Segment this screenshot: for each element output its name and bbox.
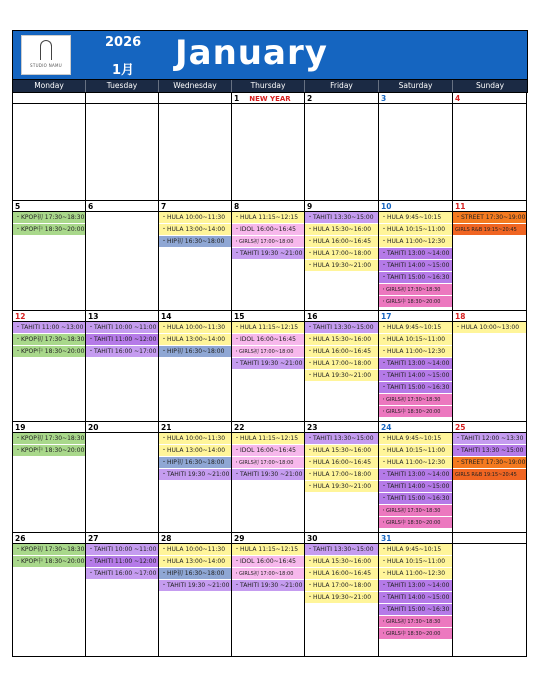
- month-title: January: [175, 33, 328, 73]
- day-number: 18: [455, 312, 466, 321]
- day-cell: [159, 533, 232, 657]
- day-cell: [86, 93, 159, 201]
- day-cell: [159, 311, 232, 422]
- day-number: 7: [161, 202, 167, 211]
- class-entry: GIRLS R&B 19:15~20:45: [453, 469, 526, 481]
- day-number-bar: [453, 201, 526, 212]
- class-entry: ・GIRLS初 17:00~18:00: [232, 568, 304, 580]
- day-number-bar: [86, 201, 158, 212]
- class-entry: ・HULA 9:45~10:15: [379, 322, 452, 334]
- day-cell: [232, 93, 305, 201]
- weekday-header: Sunday: [475, 81, 505, 90]
- class-entry: ・HULA 10:00~11:30: [159, 212, 231, 224]
- class-entry: ・TAHITI 15:00 ~16:30: [379, 604, 452, 616]
- class-entry: ・TAHITI 15:00 ~16:30: [379, 493, 452, 505]
- day-number-bar: [232, 93, 304, 104]
- class-entry: ・HULA 19:30~21:00: [305, 260, 378, 272]
- class-entry: ・KPOP中 18:30~20:00: [13, 445, 85, 457]
- day-cell: [86, 311, 159, 422]
- class-entry: ・GIRLS初 17:30~18:30: [379, 394, 452, 406]
- class-entry: ・HULA 16:00~16:45: [305, 457, 378, 469]
- class-entry: ・IDOL 16:00~16:45: [232, 445, 304, 457]
- class-entry: ・TAHITI 14:00 ~15:00: [379, 592, 452, 604]
- class-entry: ・TAHITI 11:00 ~12:00: [86, 334, 158, 346]
- logo-text: STUDIO NAMU: [30, 63, 62, 68]
- class-entry: ・HULA 10:00~11:30: [159, 322, 231, 334]
- class-entry: ・HULA 17:00~18:00: [305, 469, 378, 481]
- week-row: [12, 311, 528, 422]
- day-cell: [13, 422, 86, 533]
- class-entry: ・TAHITI 13:30~15:00: [305, 433, 378, 445]
- class-entry: ・KPOP中 18:30~20:00: [13, 224, 85, 236]
- class-entry: ・TAHITI 16:00 ~17:00: [86, 346, 158, 358]
- day-number-bar: [305, 311, 378, 322]
- class-entry: ・TAHITI 10:00 ~11:00: [86, 544, 158, 556]
- day-number: 20: [88, 423, 99, 432]
- calendar-grid: [12, 93, 528, 657]
- week-row: [12, 201, 528, 311]
- class-entry: ・HULA 17:00~18:00: [305, 248, 378, 260]
- day-number-bar: [379, 311, 452, 322]
- class-entry: ・HULA 13:00~14:00: [159, 556, 231, 568]
- day-number: 17: [381, 312, 392, 321]
- day-cell: [453, 93, 527, 201]
- class-entry: ・TAHITI 13:00 ~14:00: [379, 580, 452, 592]
- class-entry: ・HULA 10:00~11:30: [159, 544, 231, 556]
- class-entry: ・TAHITI 19:30 ~21:00: [232, 248, 304, 260]
- class-entry: ・TAHITI 13:30~15:00: [305, 212, 378, 224]
- day-cell: [159, 422, 232, 533]
- day-cell: [453, 201, 527, 311]
- class-entry: ・GIRLS初 17:30~18:30: [379, 284, 452, 296]
- class-entry: ・TAHITI 10:00 ~11:00: [86, 322, 158, 334]
- class-entry: ・HULA 10:15~11:00: [379, 445, 452, 457]
- class-entry: ・KPOP中 18:30~20:00: [13, 556, 85, 568]
- weekday-header-row: [12, 80, 528, 93]
- class-entry: ・HULA 11:15~12:15: [232, 433, 304, 445]
- class-entry: ・HULA 16:00~16:45: [305, 346, 378, 358]
- weekday-header: Saturday: [379, 80, 453, 92]
- class-entry: ・GIRLS中 18:30~20:00: [379, 406, 452, 418]
- weekday-header: Thursday: [232, 80, 305, 92]
- day-number-bar: [305, 93, 378, 104]
- calendar-header: [12, 30, 528, 80]
- day-number-bar: [232, 422, 304, 433]
- class-entry: ・TAHITI 15:00 ~16:30: [379, 272, 452, 284]
- day-cell: [379, 93, 453, 201]
- class-entry: ・TAHITI 19:30 ~21:00: [232, 358, 304, 370]
- day-cell: [13, 93, 86, 201]
- class-entry: ・KPOP初 17:30~18:30: [13, 433, 85, 445]
- day-cell: [159, 93, 232, 201]
- class-entry: ・TAHITI 13:00 ~14:00: [379, 358, 452, 370]
- class-entry: ・KPOP中 18:30~20:00: [13, 346, 85, 358]
- class-entry: ・HULA 11:00~12:30: [379, 346, 452, 358]
- day-number-bar: [379, 422, 452, 433]
- class-entry: ・HULA 10:00~11:30: [159, 433, 231, 445]
- class-entry: ・HULA 11:15~12:15: [232, 544, 304, 556]
- day-cell: [232, 533, 305, 657]
- day-cell: [86, 201, 159, 311]
- class-entry: ・TAHITI 12:00 ~13:30: [453, 433, 526, 445]
- class-entry: ・TAHITI 19:30 ~21:00: [159, 469, 231, 481]
- class-entry: ・HULA 13:00~14:00: [159, 224, 231, 236]
- day-number: 22: [234, 423, 245, 432]
- day-number-bar: [159, 311, 231, 322]
- day-cell: [13, 533, 86, 657]
- day-cell: [305, 93, 379, 201]
- class-entry: ・HULA 11:00~12:30: [379, 568, 452, 580]
- day-cell: [13, 201, 86, 311]
- class-entry: ・GIRLS初 17:30~18:30: [379, 505, 452, 517]
- day-number: 5: [15, 202, 21, 211]
- day-number: 11: [455, 202, 466, 211]
- day-number-bar: [13, 533, 85, 544]
- class-entry: ・TAHITI 14:00 ~15:00: [379, 370, 452, 382]
- day-number: 1: [234, 94, 240, 103]
- class-entry: ・HULA 19:30~21:00: [305, 370, 378, 382]
- weekday-header: Monday: [13, 80, 86, 92]
- class-entry: ・HULA 15:30~16:00: [305, 445, 378, 457]
- class-entry: ・HULA 16:00~16:45: [305, 568, 378, 580]
- day-cell: [86, 422, 159, 533]
- day-number: 31: [381, 534, 392, 543]
- day-cell: [159, 201, 232, 311]
- studio-logo: [21, 35, 71, 75]
- class-entry: ・HULA 17:00~18:00: [305, 358, 378, 370]
- class-entry: ・TAHITI 14:00 ~15:00: [379, 481, 452, 493]
- day-cell: [305, 201, 379, 311]
- class-entry: ・HIP初 16:30~18:00: [159, 568, 231, 580]
- day-cell: [379, 422, 453, 533]
- day-cell: [232, 422, 305, 533]
- class-entry: ・STREET 17:30~19:00: [453, 457, 526, 469]
- class-entry: ・HIP初 16:30~18:00: [159, 236, 231, 248]
- day-number: 12: [15, 312, 26, 321]
- class-entry: ・TAHITI 13:30~15:00: [305, 544, 378, 556]
- day-number: 3: [381, 94, 387, 103]
- day-number: 6: [88, 202, 94, 211]
- day-number: 14: [161, 312, 172, 321]
- class-entry: ・HULA 13:00~14:00: [159, 334, 231, 346]
- class-entry: ・HULA 10:15~11:00: [379, 556, 452, 568]
- month-jp-label: 1月: [112, 63, 135, 78]
- day-number-bar: [453, 422, 526, 433]
- class-entry: ・TAHITI 15:00 ~16:30: [379, 382, 452, 394]
- class-entry: ・STREET 17:30~19:00: [453, 212, 526, 224]
- weekday-header: Tuesday: [86, 80, 159, 92]
- day-number: 8: [234, 202, 240, 211]
- day-number-bar: [379, 201, 452, 212]
- day-number: 15: [234, 312, 245, 321]
- class-entry: ・HULA 9:45~10:15: [379, 544, 452, 556]
- day-number-bar: [232, 533, 304, 544]
- class-entry: ・HULA 15:30~16:00: [305, 224, 378, 236]
- day-number: 30: [307, 534, 318, 543]
- day-cell: [379, 311, 453, 422]
- day-cell: [305, 422, 379, 533]
- class-entry: ・HIP初 16:30~18:00: [159, 457, 231, 469]
- day-number-bar: [159, 93, 231, 104]
- class-entry: ・HULA 10:15~11:00: [379, 224, 452, 236]
- day-number-bar: [453, 533, 526, 544]
- day-number-bar: [305, 201, 378, 212]
- class-entry: ・HULA 17:00~18:00: [305, 580, 378, 592]
- day-number: 25: [455, 423, 466, 432]
- class-entry: ・IDOL 16:00~16:45: [232, 334, 304, 346]
- class-entry: ・TAHITI 13:30~15:00: [305, 322, 378, 334]
- day-number-bar: [305, 422, 378, 433]
- class-entry: ・IDOL 16:00~16:45: [232, 556, 304, 568]
- class-entry: ・KPOP初 17:30~18:30: [13, 334, 85, 346]
- class-entry: ・HULA 19:30~21:00: [305, 481, 378, 493]
- class-entry: ・HULA 16:00~16:45: [305, 236, 378, 248]
- day-number: 24: [381, 423, 392, 432]
- weekday-header: Wednesday: [159, 80, 232, 92]
- day-number-bar: [86, 422, 158, 433]
- class-entry: ・GIRLS中 18:30~20:00: [379, 296, 452, 308]
- day-number: 13: [88, 312, 99, 321]
- class-entry: ・TAHITI 19:30 ~21:00: [232, 580, 304, 592]
- day-number: 19: [15, 423, 26, 432]
- class-entry: ・HULA 10:00~13:00: [453, 322, 526, 334]
- class-entry: ・TAHITI 13:00 ~14:00: [379, 469, 452, 481]
- day-number-bar: [13, 93, 85, 104]
- class-entry: ・HULA 15:30~16:00: [305, 334, 378, 346]
- day-number-bar: [13, 311, 85, 322]
- day-cell: [305, 533, 379, 657]
- day-number-bar: [159, 533, 231, 544]
- day-number: 4: [455, 94, 461, 103]
- day-number-bar: [13, 422, 85, 433]
- class-entry: ・GIRLS中 18:30~20:00: [379, 517, 452, 529]
- day-cell: [379, 533, 453, 657]
- class-entry: ・TAHITI 11:00 ~13:00: [13, 322, 85, 334]
- day-cell: [453, 422, 527, 533]
- day-number-bar: [13, 201, 85, 212]
- day-number-bar: [159, 201, 231, 212]
- class-entry: ・TAHITI 19:30 ~21:00: [159, 580, 231, 592]
- class-entry: ・TAHITI 16:00 ~17:00: [86, 568, 158, 580]
- day-cell: [232, 201, 305, 311]
- class-entry: ・HULA 9:45~10:15: [379, 212, 452, 224]
- class-entry: ・KPOP初 17:30~18:30: [13, 544, 85, 556]
- class-entry: ・TAHITI 11:00 ~12:00: [86, 556, 158, 568]
- class-entry: ・HULA 15:30~16:00: [305, 556, 378, 568]
- class-entry: ・HULA 11:15~12:15: [232, 322, 304, 334]
- class-entry: ・GIRLS中 18:30~20:00: [379, 628, 452, 640]
- week-row: [12, 422, 528, 533]
- day-cell: [453, 533, 527, 657]
- day-number: 21: [161, 423, 172, 432]
- day-number-bar: [232, 311, 304, 322]
- day-cell: [13, 311, 86, 422]
- week-row: [12, 533, 528, 657]
- day-number: 23: [307, 423, 318, 432]
- day-number-bar: [453, 311, 526, 322]
- class-entry: ・HULA 11:15~12:15: [232, 212, 304, 224]
- class-entry: ・HULA 9:45~10:15: [379, 433, 452, 445]
- year-label: 2026: [105, 35, 142, 50]
- class-entry: ・HULA 11:00~12:30: [379, 236, 452, 248]
- class-entry: ・TAHITI 19:30 ~21:00: [232, 469, 304, 481]
- day-number-bar: [453, 93, 526, 104]
- class-entry: ・TAHITI 13:30 ~15:00: [453, 445, 526, 457]
- day-cell: [86, 533, 159, 657]
- day-cell: [305, 311, 379, 422]
- day-number-bar: [379, 533, 452, 544]
- logo-mark-icon: [40, 40, 52, 60]
- class-entry: ・TAHITI 14:00 ~15:00: [379, 260, 452, 272]
- day-number: 26: [15, 534, 26, 543]
- class-entry: ・GIRLS初 17:00~18:00: [232, 457, 304, 469]
- day-cell: [232, 311, 305, 422]
- day-number: 10: [381, 202, 392, 211]
- day-number: 28: [161, 534, 172, 543]
- day-number: 27: [88, 534, 99, 543]
- class-entry: ・GIRLS初 17:00~18:00: [232, 236, 304, 248]
- class-entry: ・HULA 11:00~12:30: [379, 457, 452, 469]
- day-number-bar: [86, 311, 158, 322]
- day-number-bar: [159, 422, 231, 433]
- class-entry: ・HIP初 16:30~18:00: [159, 346, 231, 358]
- class-entry: ・GIRLS初 17:00~18:00: [232, 346, 304, 358]
- class-entry: ・IDOL 16:00~16:45: [232, 224, 304, 236]
- day-number-bar: [232, 201, 304, 212]
- class-entry: ・HULA 19:30~21:00: [305, 592, 378, 604]
- weekday-header: Friday: [305, 80, 379, 92]
- class-entry: GIRLS R&B 19:15~20:45: [453, 224, 526, 236]
- day-cell: [379, 201, 453, 311]
- class-entry: ・GIRLS初 17:30~18:30: [379, 616, 452, 628]
- day-number-bar: [86, 533, 158, 544]
- day-number: 2: [307, 94, 313, 103]
- day-number: 16: [307, 312, 318, 321]
- day-cell: [453, 311, 527, 422]
- day-number: 29: [234, 534, 245, 543]
- calendar: [12, 30, 528, 657]
- day-number-bar: [379, 93, 452, 104]
- class-entry: ・HULA 13:00~14:00: [159, 445, 231, 457]
- holiday-label: NEW YEAR: [249, 95, 291, 103]
- day-number: 9: [307, 202, 313, 211]
- day-number-bar: [86, 93, 158, 104]
- class-entry: ・KPOP初 17:30~18:30: [13, 212, 85, 224]
- day-number-bar: [305, 533, 378, 544]
- class-entry: ・TAHITI 13:00 ~14:00: [379, 248, 452, 260]
- week-row: [12, 93, 528, 201]
- class-entry: ・HULA 10:15~11:00: [379, 334, 452, 346]
